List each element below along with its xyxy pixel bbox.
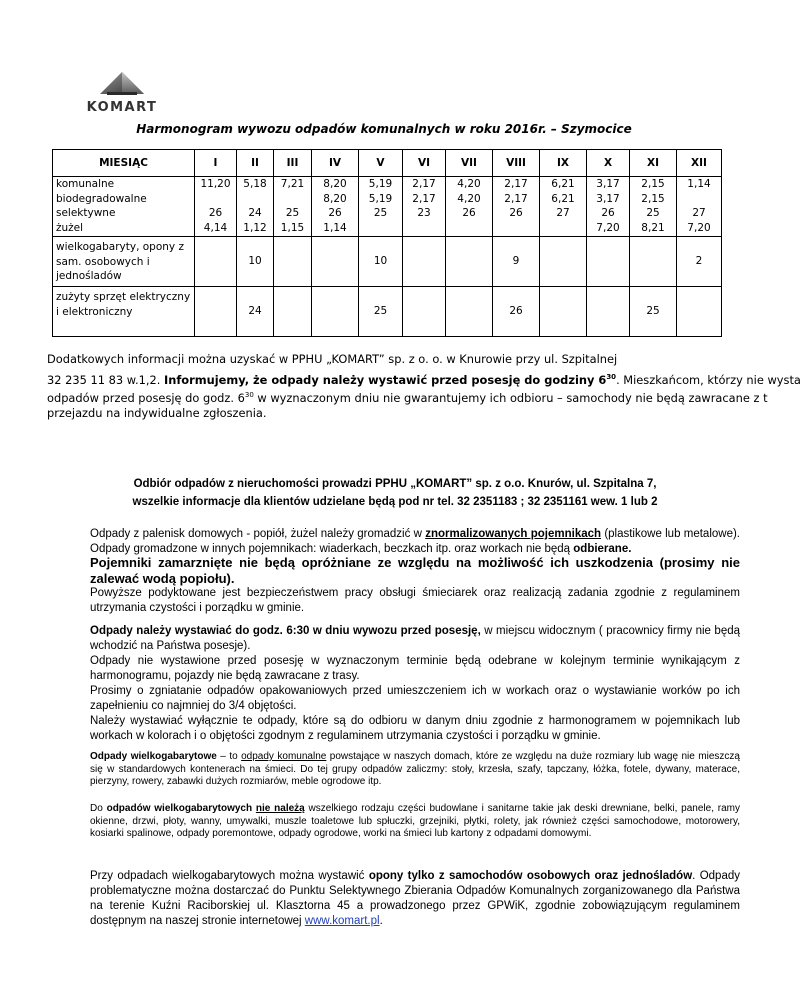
electronics-cell	[274, 287, 312, 337]
month-header: MIESIĄC	[53, 150, 195, 177]
electronics-cell: 25	[359, 287, 403, 337]
electronics-cell	[446, 287, 493, 337]
paragraph-tyres: Przy odpadach wielkogabarytowych można wystawić opony tylko z samochodów osobowych oraz jednośladów. Odpady problematyczne można dostarczać do Punktu Selektywnego Zbierania Odpadów Komunalnych zorganizowanego dla Państwa na terenie Kuźni Raciborskiej ul. Klasztorna 45 a prowadzonego przez GPWiK, zgodnie zobowiązującym regulaminem dostępnym na naszej stronie internetowej www.komart.pl.	[90, 870, 740, 927]
notice-heading-2: wszelkie informacje dla klientów udzielane będą pod nr tel. 32 2351183 ; 32 2351161 wew. 1 lub 2	[132, 496, 658, 508]
sel-value: 27	[556, 207, 570, 219]
sel-value: 26	[509, 207, 523, 219]
bio-value: 6,21	[551, 192, 575, 205]
svg-text:KOMART: KOMART	[86, 100, 158, 115]
month-col-header: I	[195, 150, 237, 177]
month-cell	[540, 177, 587, 237]
bulky-cell: 9	[493, 237, 540, 287]
electronics-cell	[540, 287, 587, 337]
komart-logo	[74, 66, 170, 118]
sel-value: 24	[248, 207, 262, 219]
bulky-cell	[195, 237, 237, 287]
bio-value: 2,15	[641, 192, 665, 205]
kom-value: 2,15	[641, 178, 665, 190]
electronics-cell	[403, 287, 446, 337]
waste-types-cell	[53, 177, 195, 237]
bulky-cell: 10	[237, 237, 274, 287]
sel-value: 25	[646, 207, 660, 219]
paragraph-ash: Odpady z palenisk domowych - popiół, żużel należy gromadzić w znormalizowanych pojemnikach (plastikowe lub metalowe). Odpady gromadzone w innych pojemnikach: wiaderkach, beczkach itp. oraz workach nie będą odbierane.	[90, 528, 740, 555]
waste-type-label: biodegradowalne	[56, 192, 147, 205]
schedule-table	[52, 149, 722, 337]
bio-value	[240, 192, 270, 207]
zuz-value	[362, 221, 399, 236]
electronics-cell: 26	[493, 287, 540, 337]
bio-value: 2,17	[412, 192, 436, 205]
bio-value: 8,20	[323, 192, 347, 205]
bulky-cell: 10	[359, 237, 403, 287]
month-col-header: II	[237, 150, 274, 177]
month-cell	[677, 177, 722, 237]
website-link[interactable]: www.komart.pl	[304, 915, 380, 927]
paragraph-allowed: Należy wystawiać wyłącznie te odpady, które są do odbioru w danym dniu zgodnie z harmonogramem w pojemnikach lub workach w kolorach i o objętości zgodnym z regulaminem utrzymania czystości i porządku w gminie.	[90, 715, 740, 742]
notice-heading-1: Odbiór odpadów z nieruchomości prowadzi PPHU „KOMART” sp. z o.o. Knurów, ul. Szpitalna 7,	[133, 478, 657, 490]
info-line-3: odpadów przed posesję do godz. $6^{30}$ w wyznaczonym dniu nie gwarantujemy ich odbioru – samochody nie będą zawracane z t	[47, 390, 768, 405]
kom-value: 7,21	[280, 178, 305, 190]
sel-value: 26	[208, 207, 223, 219]
month-col-header: VIII	[493, 150, 540, 177]
sel-value: 25	[285, 207, 300, 219]
table-header-row	[53, 150, 722, 177]
paragraph-not-bulky: Do odpadów wielkogabarytowych nie należą wszelkiego rodzaju części budowlane i sanitarne takie jak deski drewniane, belki, panele, ramy okienne, drzwi, płoty, wanny, umywalki, muszle toaletowe lub spłuczki, grzejniki, płytki, rolety, jak również części samochodowe, motorowery, kosiarki spalinowe, odpady poremontowe, odpady ogrodowe, worki na śmieci lub kartony z odpadami domowymi.	[90, 803, 740, 839]
info-line-1: Dodatkowych informacji można uzyskać w PPHU „KOMART” sp. z o. o. w Knurowie przy ul. Szpitalnej	[47, 352, 618, 366]
month-cell	[359, 177, 403, 237]
month-cell	[630, 177, 677, 237]
month-cell	[274, 177, 312, 237]
waste-type-label: żużel	[56, 221, 84, 234]
month-col-header: III	[274, 150, 312, 177]
zuz-value: 7,20	[596, 221, 620, 234]
month-cell	[587, 177, 630, 237]
bulky-cell: 2	[677, 237, 722, 287]
zuz-value	[449, 221, 489, 236]
kom-value: 2,17	[504, 178, 528, 190]
month-cell	[195, 177, 237, 237]
bio-value	[198, 192, 233, 207]
bulky-waste-label: wielkogabaryty, opony z sam. osobowych i jednośladów	[53, 237, 195, 287]
sel-value: 23	[417, 207, 431, 219]
zuz-value: 1,12	[243, 221, 267, 234]
sel-value: 26	[462, 207, 476, 219]
zuz-value: 4,14	[203, 221, 228, 234]
zuz-value: 1,14	[323, 221, 347, 234]
kom-value: 11,20	[200, 178, 231, 190]
kom-value: 4,20	[457, 178, 481, 190]
month-col-header: X	[587, 150, 630, 177]
bulky-cell	[446, 237, 493, 287]
waste-type-label: komunalne	[56, 178, 115, 190]
electronics-cell	[195, 287, 237, 337]
sel-value: 26	[601, 207, 615, 219]
month-cell	[403, 177, 446, 237]
info-line-4: przejazdu na indywidualne zgłoszenia.	[47, 406, 267, 420]
month-cell	[237, 177, 274, 237]
kom-value: 5,18	[243, 178, 267, 190]
month-col-header: IV	[312, 150, 359, 177]
sel-value: 25	[373, 207, 388, 219]
bio-value: 3,17	[596, 192, 620, 205]
bulky-cell	[312, 237, 359, 287]
zuz-value: 7,20	[687, 221, 711, 234]
electronics-cell	[677, 287, 722, 337]
bio-value	[680, 192, 718, 207]
electronics-cell	[312, 287, 359, 337]
zuz-value: 1,15	[280, 221, 305, 234]
electronics-label: zużyty sprzęt elektryczny i elektroniczny	[53, 287, 195, 337]
month-col-header: XI	[630, 150, 677, 177]
paragraph-deadline: Odpady należy wystawiać do godz. 6:30 w dniu wywozu przed posesję, w miejscu widocznym ( pracownicy firmy nie będą wchodzić na Państwa posesje).	[90, 625, 741, 652]
bulky-cell	[540, 237, 587, 287]
bio-value: 4,20	[457, 192, 481, 205]
waste-type-label: selektywne	[56, 207, 116, 219]
zuz-value	[496, 221, 536, 236]
page-title: Harmonogram wywozu odpadów komunalnych w roku 2016r. – Szymocice	[136, 122, 632, 136]
month-cell	[312, 177, 359, 237]
month-cell	[493, 177, 540, 237]
bulky-cell	[403, 237, 446, 287]
sel-value: 27	[692, 207, 706, 219]
table-row	[53, 237, 722, 287]
month-col-header: IX	[540, 150, 587, 177]
electronics-cell	[587, 287, 630, 337]
bulky-cell	[274, 237, 312, 287]
paragraph-missed: Odpady nie wystawione przed posesję w wyznaczonym terminie będą odebrane w kolejnym terminie wynikającym z harmonogramu, pojazdy nie będą zawracane z trasy.	[90, 655, 740, 682]
table-row	[53, 287, 722, 337]
kom-value: 2,17	[412, 178, 436, 190]
kom-value: 5,19	[368, 178, 393, 190]
bio-value: 5,19	[368, 192, 393, 205]
month-cell	[446, 177, 493, 237]
info-line-2: 32 235 11 83 w.1,2. Informujemy, że odpady należy wystawić przed posesję do godziny $6^{30}$. Mieszkańcom, którzy nie wysta	[47, 372, 801, 387]
month-col-header: XII	[677, 150, 722, 177]
bulky-cell	[587, 237, 630, 287]
table-row	[53, 177, 722, 237]
zuz-value	[406, 221, 442, 236]
electronics-cell: 24	[237, 287, 274, 337]
kom-value: 8,20	[323, 178, 347, 190]
paragraph-bulky: Odpady wielkogabarytowe – to odpady komunalne powstające w naszych domach, które ze względu na duże rozmiary lub wagę nie mieszczą się w standardowych kontenerach na śmieci. Do tej grupy odpadów zaliczmy: stoły, krzesła, szafy, tapczany, łóżka, fotele, dywany, materace, pierzyny, rowery, zabawki dużych rozmiarów, meble ogrodowe itp.	[90, 751, 740, 787]
bio-value	[277, 192, 308, 207]
zuz-value	[543, 221, 583, 236]
month-col-header: VII	[446, 150, 493, 177]
bio-value: 2,17	[504, 192, 528, 205]
month-col-header: VI	[403, 150, 446, 177]
bulky-cell	[630, 237, 677, 287]
kom-value: 3,17	[596, 178, 620, 190]
month-col-header: V	[359, 150, 403, 177]
electronics-cell: 25	[630, 287, 677, 337]
kom-value: 1,14	[687, 178, 711, 190]
paragraph-frozen: Pojemniki zamarznięte nie będą opróżniane ze względu na możliwość ich uszkodzenia (prosimy nie zalewać wodą popiołu).	[90, 555, 740, 586]
paragraph-safety: Powyższe podyktowane jest bezpieczeństwem pracy obsługi śmieciarek oraz realizacją zadania zgodnie z regulaminem utrzymania czystości i porządku w gminie.	[90, 587, 740, 614]
sel-value: 26	[328, 207, 342, 219]
zuz-value: 8,21	[641, 221, 665, 234]
kom-value: 6,21	[551, 178, 575, 190]
paragraph-compress: Prosimy o zgniatanie odpadów opakowaniowych przed umieszczeniem ich w workach oraz o wystawianie worków po ich zapełnieniu co najmniej do 3/4 objętości.	[90, 685, 740, 712]
